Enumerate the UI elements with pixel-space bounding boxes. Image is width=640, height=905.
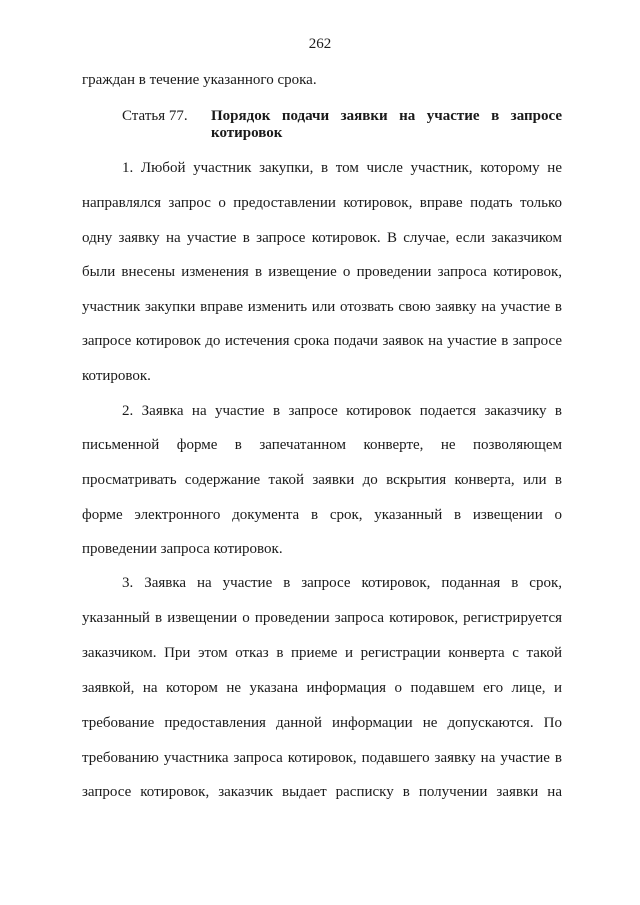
- paragraph-line: запросе котировок до истечения срока подачи заявок на участие в запросе: [82, 333, 562, 349]
- paragraph-line: одну заявку на участие в запросе котировок. В случае, если заказчиком: [82, 230, 562, 246]
- lead-line: граждан в течение указанного срока.: [82, 72, 317, 88]
- paragraph-line: требование предоставления данной информации не допускаются. По: [82, 715, 562, 731]
- paragraph-line: участник закупки вправе изменить или отозвать свою заявку на участие в: [82, 299, 562, 315]
- paragraph-line: запросе котировок, заказчик выдает расписку в получении заявки на: [82, 784, 562, 800]
- paragraph-line: указанный в извещении о проведении запроса котировок, регистрируется: [82, 610, 562, 626]
- page-number: 262: [308, 36, 332, 52]
- article-title-line: Порядок подачи заявки на участие в запросе: [211, 108, 562, 124]
- paragraph-line: письменной форме в запечатанном конверте, не позволяющем: [82, 437, 562, 453]
- paragraph-line: заказчиком. При этом отказ в приеме и регистрации конверта с такой: [82, 645, 562, 661]
- paragraph-2-first-line: 2. Заявка на участие в запросе котировок подается заказчику в: [122, 403, 562, 419]
- paragraph-line: проведении запроса котировок.: [82, 541, 283, 557]
- paragraph-line: направлялся запрос о предоставлении котировок, вправе подать только: [82, 195, 562, 211]
- paragraph-line: просматривать содержание такой заявки до вскрытия конверта, или в: [82, 472, 562, 488]
- article-number: Статья 77.: [122, 108, 188, 124]
- article-title: [211, 108, 562, 142]
- paragraph-line: котировок.: [82, 368, 151, 384]
- paragraph-line: были внесены изменения в извещение о проведении запроса котировок,: [82, 264, 562, 280]
- paragraph-line: форме электронного документа в срок, указанный в извещении о: [82, 507, 562, 523]
- paragraph-line: требованию участника запроса котировок, подавшего заявку на участие в: [82, 750, 562, 766]
- paragraph-1-first-line: 1. Любой участник закупки, в том числе участник, которому не: [122, 160, 562, 176]
- paragraph-line: заявкой, на котором не указана информация о подавшем его лице, и: [82, 680, 562, 696]
- paragraph-3-first-line: 3. Заявка на участие в запросе котировок, поданная в срок,: [122, 575, 562, 591]
- article-title-line: котировок: [211, 125, 283, 141]
